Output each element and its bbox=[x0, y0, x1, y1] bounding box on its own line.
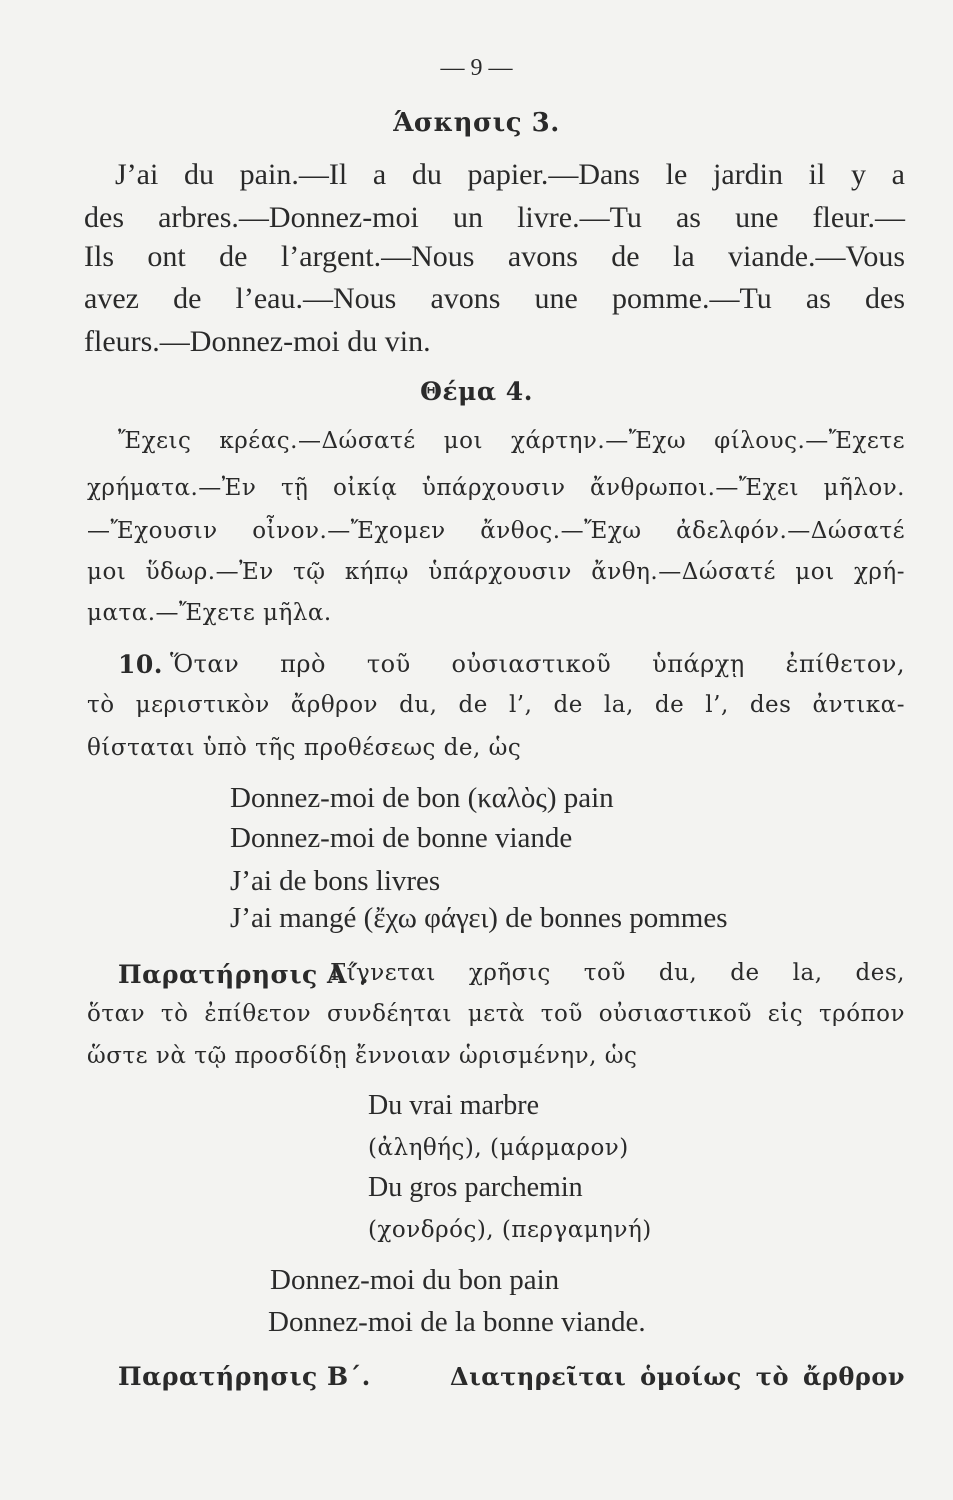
remark-a-line: ὥστε νὰ τῷ προσδίδῃ ἔννοιαν ὡρισμένην, ὡς bbox=[87, 1043, 638, 1069]
exercise-3-line: fleurs.—Donnez-moi du vin. bbox=[84, 325, 431, 358]
theme-4-line: μοι ὕδωρ.—Ἐν τῷ κήπῳ ὑπάρχουσιν ἄνθη.—Δώσατέ μοι χρή- bbox=[87, 559, 905, 585]
exercise-3-line: des arbres.—Donnez-moi un livre.—Tu as une fleur.— bbox=[84, 201, 905, 234]
rule-10-line: θίσταται ὑπὸ τῆς προθέσεως de, ὡς bbox=[87, 735, 522, 761]
theme-4-line: ματα.—Ἔχετε μῆλα. bbox=[87, 600, 332, 626]
remark-a-example: (ἀληθής), (μάρμαρον) bbox=[368, 1135, 629, 1161]
rule-10-example: Donnez-moi de bon (καλὸς) pain bbox=[230, 782, 614, 814]
remark-a-example: (χονδρός), (περγαμηνή) bbox=[368, 1217, 652, 1243]
exercise-3-line: avez de l’eau.—Nous avons une pomme.—Tu as des bbox=[84, 282, 905, 315]
remark-a-label: Παρατήρησις Α΄. bbox=[118, 960, 370, 989]
rule-10-example: J’ai mangé (ἔχω φάγει) de bonnes pommes bbox=[230, 902, 728, 934]
exercise-3-line: J’ai du pain.—Il a du papier.—Dans le jardin il y a bbox=[115, 158, 905, 191]
remark-a-line: Γίγνεται χρῆσις τοῦ du, de la, des, bbox=[330, 960, 905, 986]
remark-a-example: Du gros parchemin bbox=[368, 1172, 583, 1203]
remark-b-text: Διατηρεῖται ὁμοίως τὸ ἄρθρον bbox=[450, 1362, 905, 1391]
rule-10-example: J’ai de bons livres bbox=[230, 865, 441, 897]
rule-10-example: Donnez-moi de bonne viande bbox=[230, 822, 573, 854]
theme-4-line: —Ἔχουσιν οἶνον.—Ἔχομεν ἄνθος.—Ἔχω ἀδελφόν.—Δώσατέ bbox=[87, 518, 905, 544]
remark-a-example: Donnez-moi du bon pain bbox=[270, 1264, 560, 1296]
theme-4-line: Ἔχεις κρέας.—Δώσατέ μοι χάρτην.—Ἔχω φίλους.—Ἔχετε bbox=[118, 428, 905, 454]
rule-10-number: 10. bbox=[118, 650, 163, 679]
page-number: — 9 — bbox=[440, 55, 513, 81]
exercise-3-line: Ils ont de l’argent.—Nous avons de la viande.—Vous bbox=[84, 240, 905, 273]
remark-a-example: Du vrai marbre bbox=[368, 1090, 540, 1121]
remark-a-example: Donnez-moi de la bonne viande. bbox=[268, 1306, 646, 1338]
rule-10-line: Ὅταν πρὸ τοῦ οὐσιαστικοῦ ὑπάρχῃ ἐπίθετον, bbox=[170, 650, 905, 678]
theme-4-line: χρήματα.—Ἐν τῇ οἰκίᾳ ὑπάρχουσιν ἄνθρωποι.—Ἔχει μῆλον. bbox=[87, 475, 905, 501]
theme-4-heading: Θέμα 4. bbox=[420, 377, 533, 406]
remark-b-label: Παρατήρησις Β΄. bbox=[118, 1362, 371, 1391]
exercise-3-heading: Άσκησις 3. bbox=[393, 108, 560, 138]
remark-a-line: ὅταν τὸ ἐπίθετον συνδέηται μετὰ τοῦ οὐσιαστικοῦ εἰς τρόπον bbox=[87, 1001, 905, 1027]
rule-10-line: τὸ μεριστικὸν ἄρθρον du, de l’, de la, de l’, des ἀντικα- bbox=[87, 692, 905, 718]
